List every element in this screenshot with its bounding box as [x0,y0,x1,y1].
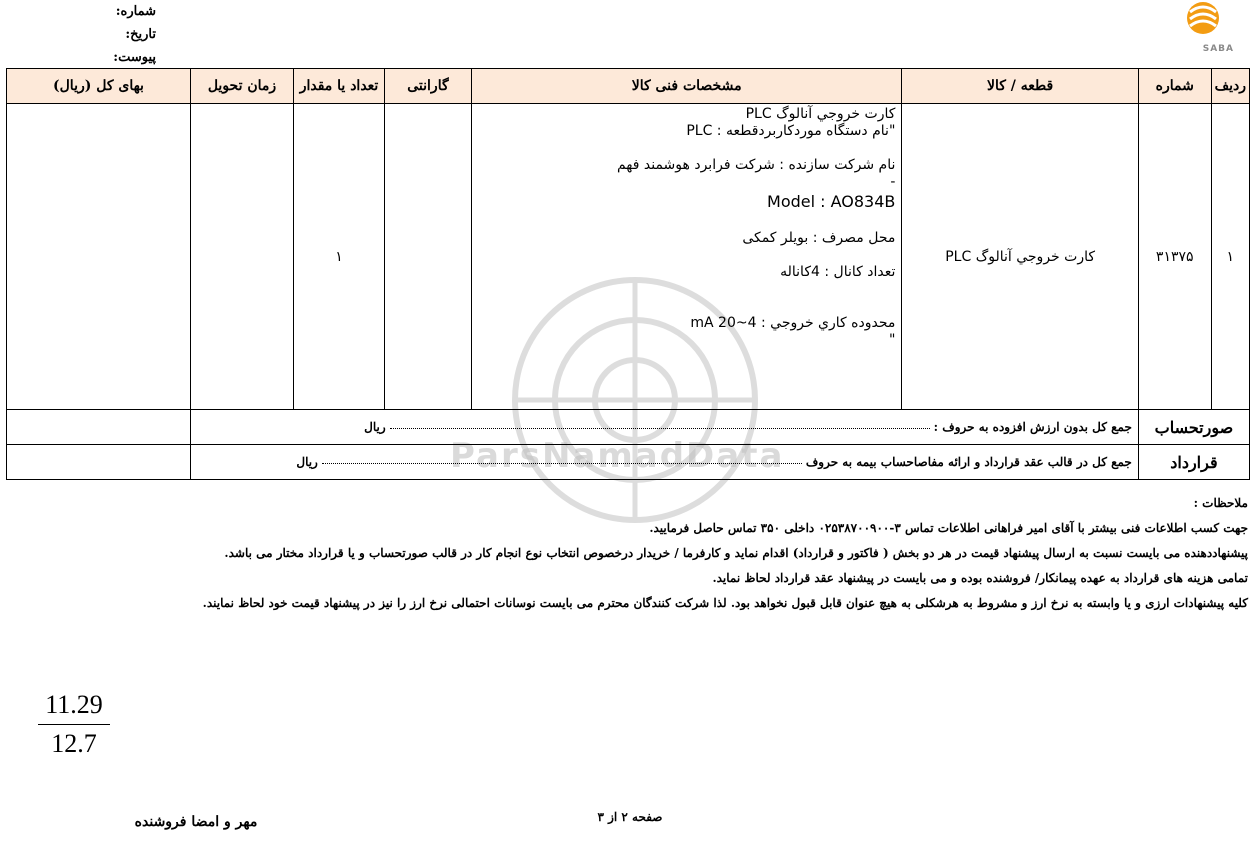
invoice-sum-text [190,410,1138,445]
contract-sum-text [190,445,1138,480]
contract-unit: ریال [296,455,318,469]
spec-cell [471,104,902,410]
empty-cell [7,445,191,480]
spec-line: محدوده كاري خروجي : 4~20 mA [690,315,896,331]
number-label: شماره: [115,4,156,19]
dotted-fill-line [390,427,930,429]
notes-title: ملاحظات : [1193,496,1248,510]
col-header-row: ردیف [1211,69,1249,104]
spec-line [478,247,896,264]
note-line: کلیه پیشنهادات ارزی و یا وابسته به نرخ ارز و مشروط به هرشکلی به هیچ عنوان قابل قبول نخواهد بود. لذا شرکت کنندگان محترم می بایست نوسانات احتمالی نرخ ارز را نیز در پیشنهاد قیمت خود لحاظ نمایند. [202,596,1248,610]
contract-label: قرارداد [1138,445,1249,480]
seller-signature-label: مهر و امضا فروشنده [134,814,258,830]
part-name-cell: كارت خروجي آنالوگ PLC [902,104,1138,410]
note-line: جهت کسب اطلاعات فنی بیشتر با آقای امیر فراهانی اطلاعات تماس ۳-۰۲۵۳۸۷۰۰۹۰۰ داخلی ۳۵۰ تماس حاصل فرمایید. [649,521,1248,535]
page-number: صفحه ۲ از ۳ [597,810,663,824]
spec-line: نام شركت سازنده : شرکت فرابرد هوشمند فهم [616,157,896,173]
fraction-denominator: 12.7 [51,729,97,758]
spec-line: محل مصرف : بویلر کمکی [742,230,896,246]
spec-line [478,140,896,157]
empty-cell [7,410,191,445]
row-index-cell: ۱ [1211,104,1249,410]
note-line: تمامی هزینه های قرارداد به عهده پیمانکار/ فروشنده بوده و می بایست در پیشنهاد عقد قرارداد لحاظ نماید. [712,571,1248,585]
spec-line [478,213,896,230]
col-header-number: شماره [1138,69,1211,104]
total-price-cell [7,104,191,410]
contract-sum-caption: جمع کل در قالب عقد قرارداد و ارائه مفاصاحساب بیمه به حروف [805,455,1132,469]
note-line: پیشنهاددهنده می بایست نسبت به ارسال پیشنهاد قیمت در هر دو بخش ( فاکتور و قرارداد) اقدام نماید و کارفرما / خریدار درخصوص انتخاب نوع انجام کار در قالب صورتحساب و یا قرارداد مختار می باشد. [224,546,1248,560]
table-row [7,104,1250,410]
quantity-cell: ۱ [294,104,385,410]
spec-line: تعداد کانال : 4کاناله [780,264,896,280]
handwritten-fraction [38,690,110,759]
dotted-fill-line [322,462,802,464]
item-number-cell: ۳۱۳۷۵ [1138,104,1211,410]
spec-line: Model : AO834B [767,192,896,211]
delivery-cell [190,104,293,410]
attachment-label: پیوست: [113,50,156,65]
document-header-fields [96,2,156,71]
fraction-numerator: 11.29 [38,690,110,725]
spec-line [478,298,896,315]
col-header-delivery: زمان تحویل [190,69,293,104]
col-header-spec: مشخصات فنی کالا [471,69,902,104]
spec-line: "نام دستگاه موردكاربردقطعه : PLC [686,123,896,139]
col-header-part: قطعه / کالا [902,69,1138,104]
items-table [6,68,1250,480]
logo-text: SABA [1202,44,1234,54]
spec-line: " [888,332,896,348]
invoice-sum-caption: جمع کل بدون ارزش افزوده به حروف : [933,420,1132,434]
contract-row [7,445,1250,480]
watermark-text: ParsNamadData [450,436,785,476]
spec-line: كارت خروجي آنالوگ PLC [745,106,896,122]
spec-line [478,281,896,298]
invoice-row [7,410,1250,445]
warranty-cell [384,104,471,410]
col-header-warranty: گارانتی [384,69,471,104]
col-header-total: بهای کل (ریال) [7,69,191,104]
invoice-label: صورتحساب [1138,410,1249,445]
spec-line: - [890,174,896,190]
col-header-qty: تعداد یا مقدار [294,69,385,104]
date-label: تاریخ: [125,27,156,42]
table-header-row [7,69,1250,104]
invoice-unit: ریال [364,420,386,434]
notes-section [8,492,1248,617]
